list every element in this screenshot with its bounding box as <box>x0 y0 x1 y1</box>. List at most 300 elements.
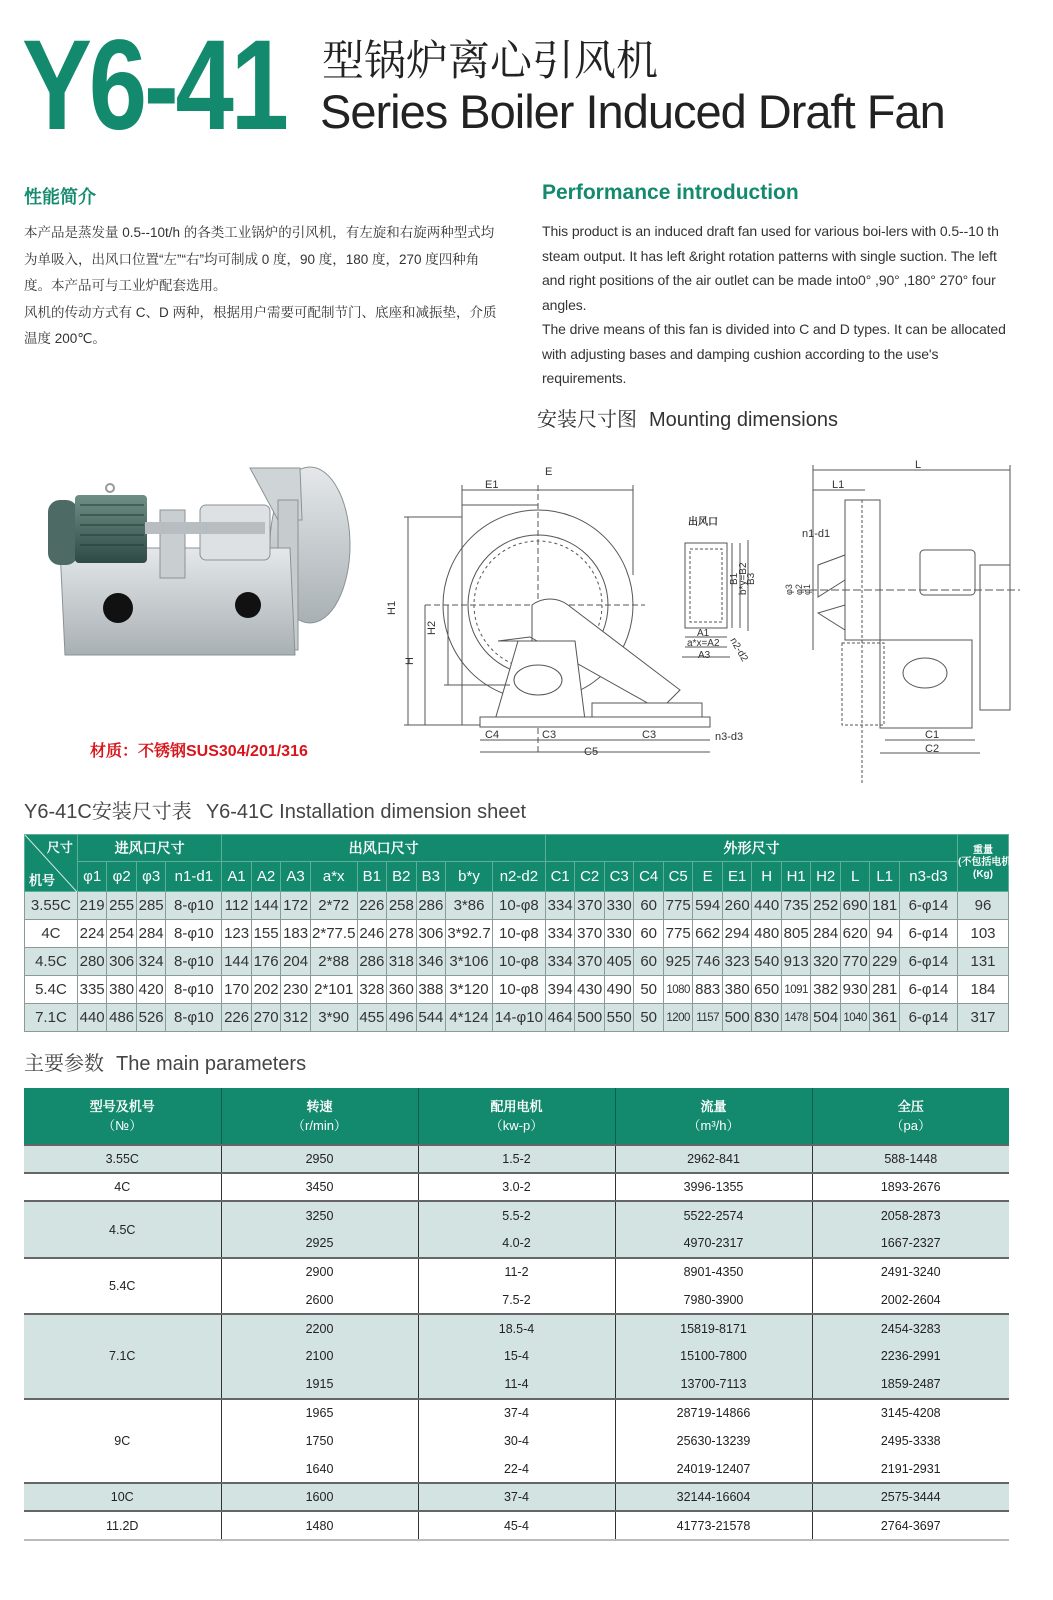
parameter-cell: 2236-2991 <box>812 1342 1009 1370</box>
dimension-cell: 202 <box>251 976 281 1004</box>
dim-label-phi2: φ2 <box>794 584 804 595</box>
parameter-cell: 2200 <box>221 1314 418 1342</box>
model-cell: 7.1C <box>24 1314 221 1399</box>
dimension-cell: 662 <box>693 920 723 948</box>
dimension-cell: 360 <box>387 976 417 1004</box>
material-label: 材质：不锈钢SUS304/201/316 <box>90 743 308 760</box>
parameter-cell: 15-4 <box>418 1342 615 1370</box>
parameter-cell: 3145-4208 <box>812 1399 1009 1427</box>
dimension-cell: 246 <box>357 920 387 948</box>
dimension-cell: 260 <box>722 892 752 920</box>
dimension-sheet-title-cn: Y6-41C安装尺寸表 <box>24 801 192 823</box>
dimension-cell: 323 <box>722 948 752 976</box>
front-view-drawing <box>798 465 1020 785</box>
parameter-cell: 11-2 <box>418 1258 615 1286</box>
parameter-header <box>221 1088 418 1145</box>
main-parameters-title-en: The main parameters <box>116 1053 307 1075</box>
column-header: A1 <box>222 862 252 892</box>
dimension-cell: 775 <box>663 920 693 948</box>
table-row <box>24 1314 1009 1342</box>
dimension-cell: 112 <box>222 892 252 920</box>
dimension-cell: 690 <box>840 892 870 920</box>
dim-label-b2: b*y=B2 <box>738 562 749 595</box>
column-group-header: 出风口尺寸 <box>222 835 546 862</box>
model-cell: 4.5C <box>25 948 78 976</box>
parameter-cell: 18.5-4 <box>418 1314 615 1342</box>
dim-label-c5: C5 <box>584 746 599 758</box>
parameter-cell: 3250 <box>221 1201 418 1229</box>
corner-header <box>25 835 78 892</box>
dimension-cell: 1200 <box>663 1004 693 1032</box>
mounting-title <box>537 403 838 432</box>
intro-paragraph: 风机的传动方式有 C、D 两种，根据用户需要可配制节门、底座和减振垫，介质温度 200℃。 <box>24 304 497 346</box>
dimension-cell: 550 <box>604 1004 634 1032</box>
parameter-cell: 2002-2604 <box>812 1286 1009 1314</box>
dimension-cell: 6-φ14 <box>899 920 957 948</box>
model-cell: 3.55C <box>25 892 78 920</box>
dimension-cell: 176 <box>251 948 281 976</box>
dimension-cell: 270 <box>251 1004 281 1032</box>
dimension-cell: 334 <box>545 892 575 920</box>
parameter-cell: 2575-3444 <box>812 1483 1009 1511</box>
dim-label-e1: E1 <box>485 479 499 491</box>
intro-paragraph: This product is an induced draft fan used for various boi-lers with 0.5--10 th steam output. It has left &right rotation patterns with single suction. The left and right positions of the air outlet can be made into0° ,90° ,180° 270° four angles. <box>542 223 999 313</box>
weight-cell: 96 <box>958 892 1009 920</box>
parameter-group <box>24 1145 1009 1173</box>
parameter-cell: 2925 <box>221 1230 418 1258</box>
parameter-header <box>24 1088 221 1145</box>
dimension-cell: 370 <box>575 920 605 948</box>
dim-label-a1: A1 <box>697 628 710 639</box>
model-cell: 9C <box>24 1399 221 1484</box>
parameter-cell: 1893-2676 <box>812 1173 1009 1201</box>
table-row <box>25 976 1009 1004</box>
dimension-cell: 286 <box>357 948 387 976</box>
model-cell: 10C <box>24 1483 221 1511</box>
dimension-cell: 6-φ14 <box>899 892 957 920</box>
column-header: E1 <box>722 862 752 892</box>
parameter-cell: 7.5-2 <box>418 1286 615 1314</box>
dimension-cell: 278 <box>387 920 417 948</box>
parameter-cell: 1915 <box>221 1371 418 1399</box>
parameter-cell: 2950 <box>221 1145 418 1173</box>
parameter-cell: 3996-1355 <box>615 1173 812 1201</box>
parameter-cell: 2454-3283 <box>812 1314 1009 1342</box>
dimension-cell: 382 <box>811 976 841 1004</box>
dim-label-n1-d1: n1-d1 <box>802 528 831 540</box>
dimension-cell: 172 <box>281 892 311 920</box>
dimension-cell: 3*86 <box>446 892 493 920</box>
parameter-cell: 588-1448 <box>812 1145 1009 1173</box>
table-row <box>24 1258 1009 1286</box>
parameter-header-unit: （pa） <box>890 1118 931 1133</box>
dim-label-b1: B1 <box>729 572 740 585</box>
column-header: L <box>840 862 870 892</box>
parameter-cell: 8901-4350 <box>615 1258 812 1286</box>
parameter-cell: 37-4 <box>418 1399 615 1427</box>
dimension-cell: 486 <box>107 1004 137 1032</box>
dimension-cell: 8-φ10 <box>166 976 222 1004</box>
parameter-header-label: 配用电机 <box>490 1099 543 1114</box>
dimension-cell: 286 <box>416 892 446 920</box>
dimension-cell: 181 <box>870 892 900 920</box>
column-header: H1 <box>781 862 811 892</box>
parameter-cell: 4970-2317 <box>615 1230 812 1258</box>
dimension-cell: 500 <box>722 1004 752 1032</box>
column-header: b*y <box>446 862 493 892</box>
dimension-cell: 504 <box>811 1004 841 1032</box>
parameter-cell: 1480 <box>221 1511 418 1539</box>
dimension-cell: 3*92.7 <box>446 920 493 948</box>
dimension-cell: 394 <box>545 976 575 1004</box>
dim-label-l: L <box>915 459 922 471</box>
dim-label-e: E <box>545 466 553 478</box>
corner-header-model: 机号 <box>29 873 56 888</box>
dimension-cell: 620 <box>840 920 870 948</box>
weight-header-line: (Kg) <box>973 869 993 880</box>
main-parameters-title-cn: 主要参数 <box>24 1053 104 1075</box>
model-cell: 7.1C <box>25 1004 78 1032</box>
dimension-cell: 496 <box>387 1004 417 1032</box>
dim-label-n3-d3: n3-d3 <box>715 731 744 743</box>
column-header: H <box>752 862 782 892</box>
mounting-dimension-drawing <box>380 455 1050 765</box>
dimension-cell: 770 <box>840 948 870 976</box>
dimension-cell: 284 <box>136 920 166 948</box>
dimension-cell: 440 <box>77 1004 107 1032</box>
column-header: B3 <box>416 862 446 892</box>
model-cell: 4.5C <box>24 1201 221 1257</box>
dimension-cell: 170 <box>222 976 252 1004</box>
dimension-cell: 6-φ14 <box>899 976 957 1004</box>
mounting-title-en: Mounting dimensions <box>649 409 838 431</box>
side-view-drawing <box>404 485 710 755</box>
dimension-cell: 735 <box>781 892 811 920</box>
parameter-cell: 32144-16604 <box>615 1483 812 1511</box>
parameter-header-unit: （kw-p） <box>489 1118 544 1133</box>
parameter-group <box>24 1399 1009 1484</box>
dim-label-phi3: φ3 <box>784 584 794 595</box>
parameter-header-label: 转速 <box>306 1099 333 1114</box>
model-cell: 5.4C <box>25 976 78 1004</box>
column-header: φ3 <box>136 862 166 892</box>
dimension-cell: 6-φ14 <box>899 948 957 976</box>
dimension-cell: 60 <box>634 920 664 948</box>
parameter-cell: 2962-841 <box>615 1145 812 1173</box>
dimension-cell: 440 <box>752 892 782 920</box>
parameter-cell: 37-4 <box>418 1483 615 1511</box>
parameter-header <box>615 1088 812 1145</box>
parameter-cell: 2191-2931 <box>812 1455 1009 1483</box>
parameter-cell: 1965 <box>221 1399 418 1427</box>
parameter-cell: 41773-21578 <box>615 1511 812 1539</box>
column-header: C2 <box>575 862 605 892</box>
dim-label-c4: C4 <box>485 729 500 741</box>
dimension-cell: 8-φ10 <box>166 892 222 920</box>
dimension-cell: 3*120 <box>446 976 493 1004</box>
dim-label-h2: H2 <box>426 620 438 635</box>
dimension-cell: 155 <box>251 920 281 948</box>
parameter-cell: 3450 <box>221 1173 418 1201</box>
parameter-cell: 2495-3338 <box>812 1427 1009 1455</box>
column-group-header: 外形尺寸 <box>545 835 957 862</box>
dimension-cell: 226 <box>357 892 387 920</box>
dimension-cell: 2*72 <box>310 892 357 920</box>
parameter-cell: 1600 <box>221 1483 418 1511</box>
parameter-cell: 2600 <box>221 1286 418 1314</box>
column-header: n3-d3 <box>899 862 957 892</box>
dimension-cell: 526 <box>136 1004 166 1032</box>
dimension-cell: 8-φ10 <box>166 920 222 948</box>
parameter-cell: 25630-13239 <box>615 1427 812 1455</box>
dimension-cell: 540 <box>752 948 782 976</box>
parameter-header <box>418 1088 615 1145</box>
dimension-cell: 464 <box>545 1004 575 1032</box>
dimension-cell: 230 <box>281 976 311 1004</box>
dimension-cell: 6-φ14 <box>899 1004 957 1032</box>
table-row <box>24 1483 1009 1511</box>
dim-label-a3: A3 <box>698 650 711 661</box>
dimension-cell: 883 <box>693 976 723 1004</box>
dimension-cell: 420 <box>136 976 166 1004</box>
dim-label-b3: B3 <box>746 572 757 585</box>
dimension-sheet-title-en: Y6-41C Installation dimension sheet <box>205 801 526 823</box>
dimension-cell: 388 <box>416 976 446 1004</box>
dimension-cell: 280 <box>77 948 107 976</box>
parameter-cell: 15819-8171 <box>615 1314 812 1342</box>
model-cell: 4C <box>25 920 78 948</box>
dimension-cell: 544 <box>416 1004 446 1032</box>
dimension-cell: 306 <box>416 920 446 948</box>
model-cell: 5.4C <box>24 1258 221 1314</box>
dimension-cell: 500 <box>575 1004 605 1032</box>
dimension-cell: 219 <box>77 892 107 920</box>
model-cell: 4C <box>24 1173 221 1201</box>
dimension-cell: 183 <box>281 920 311 948</box>
parameter-cell: 2100 <box>221 1342 418 1370</box>
dimension-cell: 2*88 <box>310 948 357 976</box>
dimension-cell: 405 <box>604 948 634 976</box>
dimension-cell: 284 <box>811 920 841 948</box>
parameter-header-label: 流量 <box>700 1099 727 1114</box>
weight-cell: 317 <box>958 1004 1009 1032</box>
parameter-cell: 1667-2327 <box>812 1230 1009 1258</box>
mounting-title-cn: 安装尺寸图 <box>537 409 637 431</box>
intro-body-en <box>542 219 1012 391</box>
parameter-cell: 1640 <box>221 1455 418 1483</box>
dimension-cell: 930 <box>840 976 870 1004</box>
dimension-cell: 2*77.5 <box>310 920 357 948</box>
dimension-cell: 335 <box>77 976 107 1004</box>
dimension-cell: 10-φ8 <box>492 920 545 948</box>
dimension-cell: 258 <box>387 892 417 920</box>
dim-label-c1: C1 <box>925 729 940 741</box>
column-header: a*x <box>310 862 357 892</box>
parameter-cell: 45-4 <box>418 1511 615 1539</box>
parameter-group <box>24 1201 1009 1257</box>
parameter-cell: 4.0-2 <box>418 1230 615 1258</box>
intro-heading-en: Performance introduction <box>542 181 799 204</box>
dimension-cell: 14-φ10 <box>492 1004 545 1032</box>
dimension-cell: 3*90 <box>310 1004 357 1032</box>
dimension-cell: 830 <box>752 1004 782 1032</box>
intro-heading-cn: 性能简介 <box>24 187 96 207</box>
dimension-cell: 8-φ10 <box>166 1004 222 1032</box>
dimension-cell: 320 <box>811 948 841 976</box>
dimension-cell: 330 <box>604 892 634 920</box>
dimension-cell: 380 <box>722 976 752 1004</box>
parameter-cell: 3.0-2 <box>418 1173 615 1201</box>
model-number: Y6-41 <box>22 14 286 157</box>
main-parameters-table <box>24 1088 1009 1541</box>
column-header: φ1 <box>77 862 107 892</box>
dimension-cell: 144 <box>222 948 252 976</box>
dimension-cell: 594 <box>693 892 723 920</box>
dimension-cell: 1040 <box>840 1004 870 1032</box>
dimension-cell: 255 <box>107 892 137 920</box>
parameter-cell: 5.5-2 <box>418 1201 615 1229</box>
parameter-group <box>24 1314 1009 1399</box>
dimension-cell: 123 <box>222 920 252 948</box>
parameter-cell: 5522-2574 <box>615 1201 812 1229</box>
dimension-cell: 50 <box>634 1004 664 1032</box>
parameter-cell: 11-4 <box>418 1371 615 1399</box>
dimension-cell: 252 <box>811 892 841 920</box>
dimension-cell: 361 <box>870 1004 900 1032</box>
model-cell: 3.55C <box>24 1145 221 1173</box>
dim-label-h1: H1 <box>386 600 398 615</box>
table-row <box>25 948 1009 976</box>
parameter-group <box>24 1258 1009 1314</box>
column-header: n1-d1 <box>166 862 222 892</box>
dimension-cell: 480 <box>752 920 782 948</box>
dimension-cell: 144 <box>251 892 281 920</box>
dimension-cell: 490 <box>604 976 634 1004</box>
parameter-cell: 2900 <box>221 1258 418 1286</box>
parameter-cell: 1859-2487 <box>812 1371 1009 1399</box>
column-header: C1 <box>545 862 575 892</box>
parameter-header-label: 全压 <box>897 1099 924 1114</box>
column-header: A3 <box>281 862 311 892</box>
dimension-cell: 94 <box>870 920 900 948</box>
dimension-cell: 346 <box>416 948 446 976</box>
fan-product-photo <box>40 460 360 660</box>
parameter-cell: 7980-3900 <box>615 1286 812 1314</box>
dimension-cell: 294 <box>722 920 752 948</box>
title-chinese: 型锅炉离心引风机 <box>322 36 659 85</box>
dim-label-c3b: C3 <box>642 729 657 741</box>
parameter-header-unit: （№） <box>102 1118 143 1133</box>
dimension-cell: 312 <box>281 1004 311 1032</box>
dimension-cell: 10-φ8 <box>492 892 545 920</box>
dimension-cell: 1157 <box>693 1004 723 1032</box>
dimension-cell: 746 <box>693 948 723 976</box>
weight-header-line: (不包括电机) <box>958 857 1015 868</box>
table-row <box>25 892 1009 920</box>
weight-cell: 103 <box>958 920 1009 948</box>
dimension-cell: 380 <box>107 976 137 1004</box>
dimension-cell: 430 <box>575 976 605 1004</box>
dim-label-l1: L1 <box>832 479 845 491</box>
parameter-cell: 1.5-2 <box>418 1145 615 1173</box>
outlet-label: 出风口 <box>688 517 718 528</box>
dimension-cell: 3*106 <box>446 948 493 976</box>
dimension-cell: 334 <box>545 948 575 976</box>
parameter-cell: 2058-2873 <box>812 1201 1009 1229</box>
table-row <box>24 1145 1009 1173</box>
dimension-cell: 50 <box>634 976 664 1004</box>
parameter-cell: 24019-12407 <box>615 1455 812 1483</box>
dim-label-phi1: φ1 <box>802 584 812 595</box>
column-header: C5 <box>663 862 693 892</box>
dimension-cell: 328 <box>357 976 387 1004</box>
parameter-cell: 2764-3697 <box>812 1511 1009 1539</box>
dimension-cell: 455 <box>357 1004 387 1032</box>
dimension-cell: 324 <box>136 948 166 976</box>
dimension-cell: 8-φ10 <box>166 948 222 976</box>
table-row <box>25 920 1009 948</box>
title-english: Series Boiler Induced Draft Fan <box>320 85 945 138</box>
dimension-cell: 254 <box>107 920 137 948</box>
column-header: φ2 <box>107 862 137 892</box>
column-header: n2-d2 <box>492 862 545 892</box>
dim-label-n2-d2: n2-d2 <box>727 636 750 664</box>
parameter-cell: 15100-7800 <box>615 1342 812 1370</box>
dim-label-a2: a*x=A2 <box>687 638 720 649</box>
dimension-cell: 281 <box>870 976 900 1004</box>
dimension-cell: 224 <box>77 920 107 948</box>
parameter-cell: 2491-3240 <box>812 1258 1009 1286</box>
dimension-cell: 370 <box>575 948 605 976</box>
parameter-cell: 30-4 <box>418 1427 615 1455</box>
dimension-cell: 1080 <box>663 976 693 1004</box>
column-header: B1 <box>357 862 387 892</box>
parameter-group <box>24 1483 1009 1511</box>
dimension-cell: 4*124 <box>446 1004 493 1032</box>
table-row <box>24 1173 1009 1201</box>
column-header: E <box>693 862 723 892</box>
column-header: A2 <box>251 862 281 892</box>
dimension-cell: 805 <box>781 920 811 948</box>
parameter-header-unit: （r/min） <box>292 1118 347 1133</box>
parameter-header <box>812 1088 1009 1145</box>
weight-header-line: 重量 <box>973 845 993 856</box>
corner-header-size: 尺寸 <box>46 840 73 855</box>
column-header: C4 <box>634 862 664 892</box>
dimension-cell: 10-φ8 <box>492 976 545 1004</box>
intro-paragraph: The drive means of this fan is divided into C and D types. It can be allocated with adjusting bases and damping cushion according to the use's requirements. <box>542 321 1006 386</box>
dimension-cell: 925 <box>663 948 693 976</box>
table-row <box>25 1004 1009 1032</box>
column-header: L1 <box>870 862 900 892</box>
intro-paragraph: 本产品是蒸发量 0.5--10t/h 的各类工业锅炉的引风机，有左旋和右旋两种型式均为单吸入，出风口位置“左”“右”均可制成 0 度，90 度，180 度，270 度四种角度。本产品可与工业炉配套选用。 <box>24 225 495 293</box>
table-row <box>24 1399 1009 1427</box>
weight-cell: 184 <box>958 976 1009 1004</box>
dimension-table <box>24 834 1015 1032</box>
dimension-cell: 285 <box>136 892 166 920</box>
dimension-cell: 60 <box>634 948 664 976</box>
dimension-cell: 318 <box>387 948 417 976</box>
dim-label-h: H <box>404 657 416 665</box>
dimension-cell: 226 <box>222 1004 252 1032</box>
dimension-cell: 334 <box>545 920 575 948</box>
parameter-cell: 1750 <box>221 1427 418 1455</box>
dimension-cell: 10-φ8 <box>492 948 545 976</box>
dimension-cell: 204 <box>281 948 311 976</box>
dim-label-c2: C2 <box>925 743 940 755</box>
dimension-cell: 650 <box>752 976 782 1004</box>
dimension-sheet-title <box>24 795 526 824</box>
